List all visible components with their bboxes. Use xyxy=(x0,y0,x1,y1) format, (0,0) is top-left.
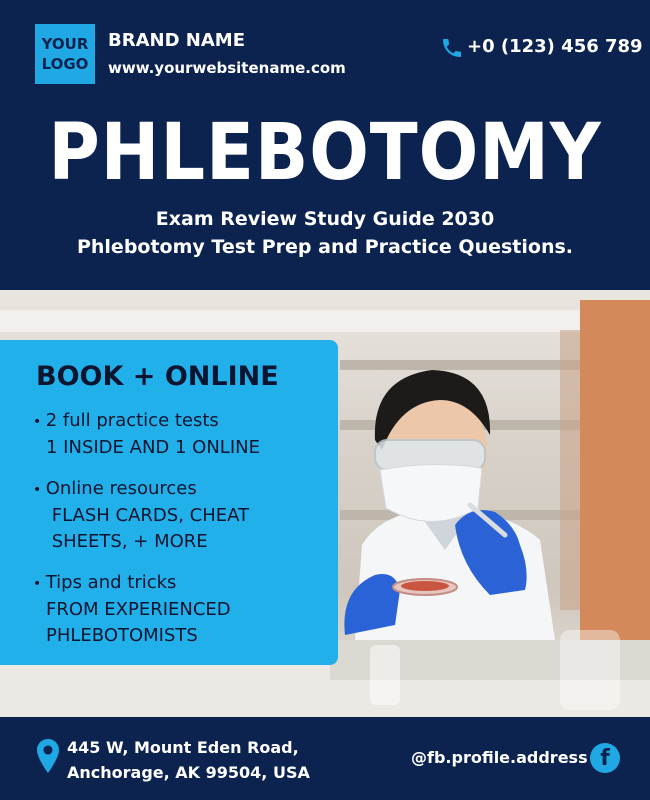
address-line-1: 445 W, Mount Eden Road, xyxy=(67,738,299,757)
feature-item xyxy=(33,408,260,461)
subtitle-line-1: Exam Review Study Guide 2030 xyxy=(155,208,495,230)
feature-detail: FLASH CARDS, CHEAT xyxy=(46,505,250,526)
logo[interactable] xyxy=(35,24,95,84)
phone-number[interactable]: +0 (123) 456 789 xyxy=(467,36,643,57)
footer xyxy=(0,717,650,800)
feature-item xyxy=(33,476,260,555)
subtitle-line-2: Phlebotomy Test Prep and Practice Questions. xyxy=(76,236,574,258)
feature-detail: FROM EXPERIENCED xyxy=(46,599,231,620)
subtitle xyxy=(0,205,650,261)
phone-icon xyxy=(440,36,464,60)
social-handle[interactable]: @fb.profile.address xyxy=(411,748,588,767)
info-title: BOOK + ONLINE xyxy=(36,361,279,392)
logo-line-1: YOUR xyxy=(41,35,89,53)
page-title: PHLEBOTOMY xyxy=(48,108,602,198)
address xyxy=(67,735,310,785)
feature-list xyxy=(33,408,260,664)
facebook-icon[interactable]: f xyxy=(590,743,620,773)
address-line-2: Anchorage, AK 99504, USA xyxy=(67,763,310,782)
header xyxy=(0,0,650,290)
feature-head: • Online resources xyxy=(33,476,260,503)
feature-item xyxy=(33,570,260,649)
info-panel xyxy=(0,340,338,665)
feature-head: • 2 full practice tests xyxy=(33,408,260,435)
feature-detail: PHLEBOTOMISTS xyxy=(46,625,198,646)
feature-detail: 1 INSIDE AND 1 ONLINE xyxy=(46,437,260,458)
logo-line-2: LOGO xyxy=(41,55,89,73)
feature-detail: SHEETS, + MORE xyxy=(46,531,208,552)
feature-head: • Tips and tricks xyxy=(33,570,260,597)
brand-name: BRAND NAME xyxy=(108,30,245,51)
website-link[interactable]: www.yourwebsitename.com xyxy=(108,59,346,77)
location-pin-icon xyxy=(37,739,59,773)
